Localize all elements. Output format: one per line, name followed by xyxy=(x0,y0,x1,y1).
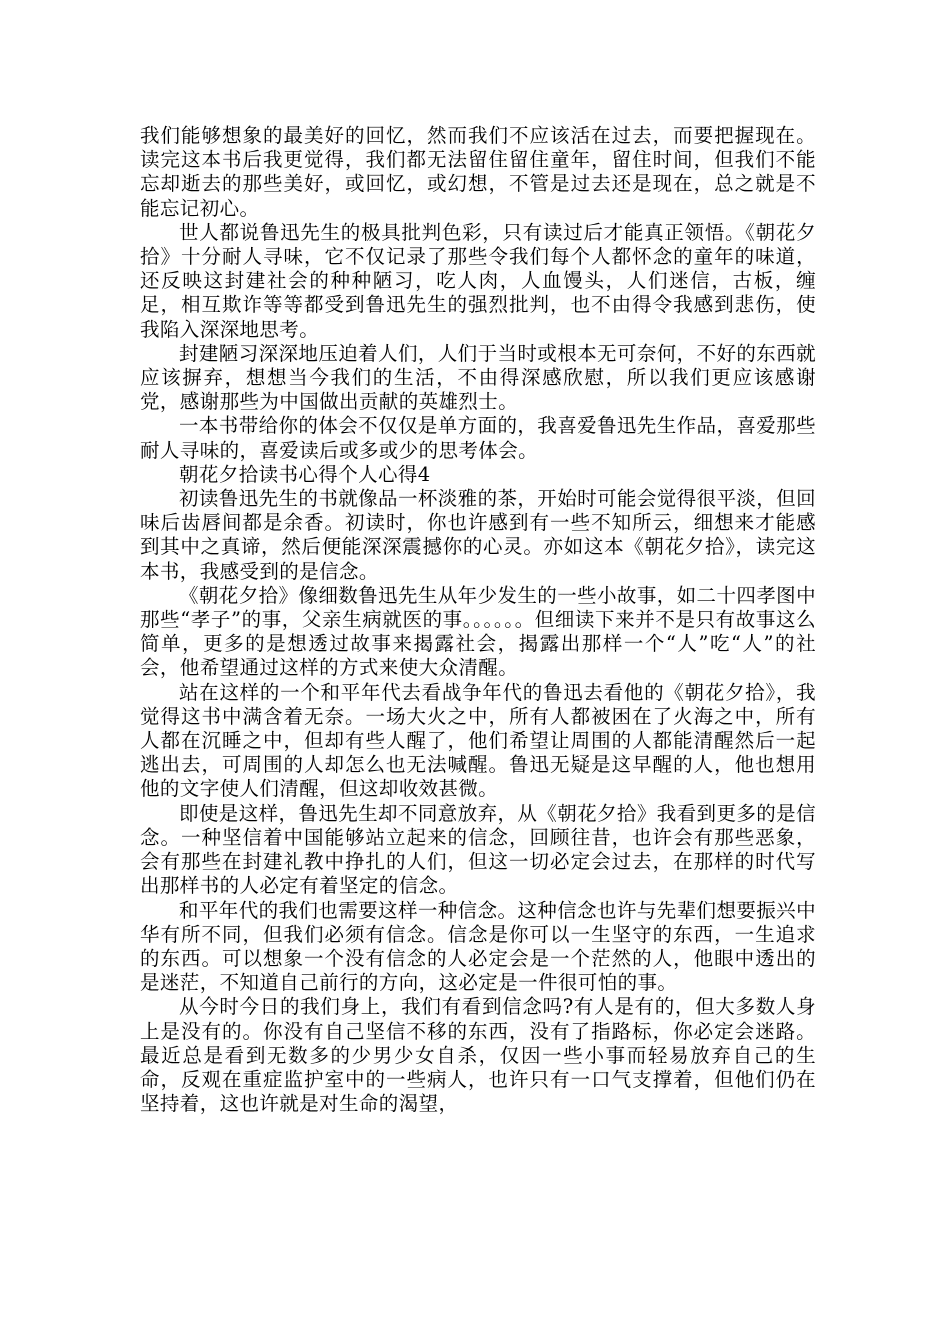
paragraph: 我们能够想象的最美好的回忆，然而我们不应该活在过去，而要把握现在。读完这本书后我更觉得，我们都无法留住留住童年，留住时间，但我们不能忘却逝去的那些美好，或回忆，或幻想，不管是过去还是现在，总之就是不能忘记初心。 xyxy=(140,124,816,220)
paragraph: 从今时今日的我们身上，我们有看到信念吗?有人是有的，但大多数人身上是没有的。你没有自己坚信不移的东西，没有了指路标，你必定会迷路。最近总是看到无数多的少男少女自杀，仅因一些小事而轻易放弃自己的生命，反观在重症监护室中的一些病人，也许只有一口气支撑着，但他们仍在坚持着，这也许就是对生命的渴望， xyxy=(140,995,816,1116)
paragraph: 《朝花夕拾》像细数鲁迅先生从年少发生的一些小故事，如二十四孝图中那些“孝子”的事，父亲生病就医的事。。。。。。但细读下来并不是只有故事这么简单，更多的是想透过故事来揭露社会，揭露出那样一个“人”吃“人”的社会，他希望通过这样的方式来使大众清醒。 xyxy=(140,583,816,680)
paragraph: 世人都说鲁迅先生的极具批判色彩，只有读过后才能真正领悟。《朝花夕拾》十分耐人寻味，它不仅记录了那些令我们每个人都怀念的童年的味道，还反映这封建社会的种种陋习，吃人肉，人血馒头，人们迷信，古板，缠足，相互欺诈等等都受到鲁迅先生的强烈批判，也不由得令我感到悲伤，使我陷入深深地思考。 xyxy=(140,220,816,341)
document-body xyxy=(140,124,816,1116)
paragraph: 初读鲁迅先生的书就像品一杯淡雅的茶，开始时可能会觉得很平淡，但回味后齿唇间都是余香。初读时，你也许感到有一些不知所云，细想来才能感到其中之真谛，然后便能深深震撼你的心灵。亦如这本《朝花夕拾》，读完这本书，我感受到的是信念。 xyxy=(140,487,816,583)
paragraph: 即使是这样，鲁迅先生却不同意放弃，从《朝花夕拾》我看到更多的是信念。一种坚信着中国能够站立起来的信念，回顾往昔，也许会有那些恶象，会有那些在封建礼教中挣扎的人们，但这一切必定会过去，在那样的时代写出那样书的人必定有着坚定的信念。 xyxy=(140,801,816,898)
paragraph: 一本书带给你的体会不仅仅是单方面的，我喜爱鲁迅先生作品，喜爱那些耐人寻味的，喜爱读后或多或少的思考体会。 xyxy=(140,414,816,462)
section-heading: 朝花夕拾读书心得个人心得4 xyxy=(179,462,431,486)
paragraph: 和平年代的我们也需要这样一种信念。这种信念也许与先辈们想要振兴中华有所不同，但我们必须有信念。信念是你可以一生坚守的东西，一生追求的东西。可以想象一个没有信念的人必定会是一个茫然的人，他眼中透出的是迷茫，不知道自己前行的方向，这必定是一件很可怕的事。 xyxy=(140,898,816,995)
paragraph: 站在这样的一个和平年代去看战争年代的鲁迅去看他的《朝花夕拾》，我觉得这书中满含着无奈。一场大火之中，所有人都被困在了火海之中，所有人都在沉睡之中，但却有些人醒了，他们希望让周围的人都能清醒然后一起逃出去，可周围的人却怎么也无法喊醒。鲁迅无疑是这早醒的人，他也想用他的文字使人们清醒，但这却收效甚微。 xyxy=(140,680,816,801)
paragraph: 封建陋习深深地压迫着人们，人们于当时或根本无可奈何，不好的东西就应该摒弃，想想当今我们的生活，不由得深感欣慰，所以我们更应该感谢党，感谢那些为中国做出贡献的英雄烈士。 xyxy=(140,341,816,414)
